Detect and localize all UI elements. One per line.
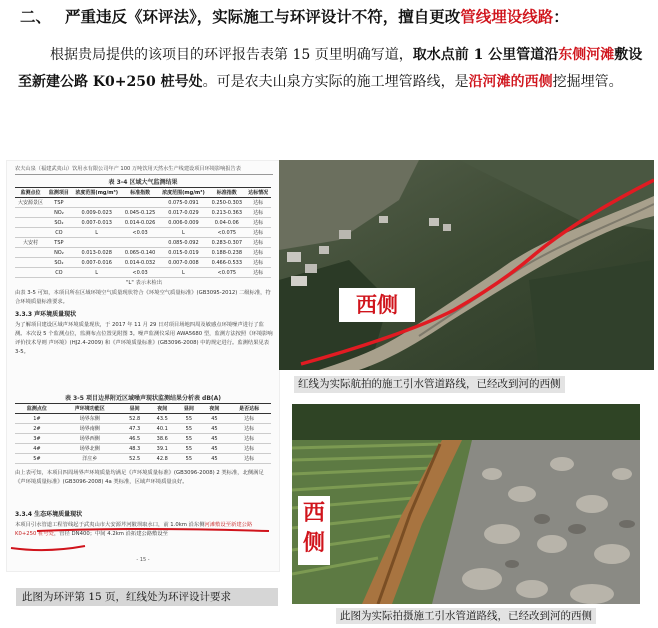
table1-cell: 大安村 bbox=[15, 238, 46, 248]
table2-cell: 洋庄乡 bbox=[59, 454, 121, 464]
table2-cell: 48.3 bbox=[121, 444, 149, 454]
table1-cell: <0.075 bbox=[208, 268, 245, 278]
heading-colon: ： bbox=[553, 7, 569, 26]
table1-cell: <0.03 bbox=[122, 268, 159, 278]
report-page-scan bbox=[6, 160, 280, 572]
report-text-4-highlight: 河滩敷设至新建公路 K0+250 桩号处 bbox=[15, 522, 253, 537]
table2-cell: 达标 bbox=[227, 414, 271, 424]
table2-header-cell: 声环境功能区 bbox=[59, 404, 121, 414]
table1-header-cell: 浓度范围(mg/m³) bbox=[159, 188, 209, 198]
para-bold-red: 东侧河滩 bbox=[558, 47, 615, 63]
table1-cell: 达标 bbox=[245, 238, 271, 248]
table1-cell: 0.045-0.125 bbox=[122, 208, 159, 218]
report-text-1: 由表 3-5 可知，本项目所在区域环境空气质量现状符合《环境空气质量标准》(GB3095-2012) 二级标准，符合环境质量标准要求。 bbox=[15, 290, 271, 305]
table1-cell: <0.03 bbox=[122, 228, 159, 238]
table2-cell: 达标 bbox=[227, 444, 271, 454]
table1-header-cell: 浓度范围(mg/m³) bbox=[72, 188, 122, 198]
table1-header-cell: 监测项目 bbox=[46, 188, 72, 198]
table2-cell: 55 bbox=[176, 434, 202, 444]
table2-cell: 55 bbox=[176, 424, 202, 434]
table1-cell: TSP bbox=[46, 198, 72, 208]
table2-cell: 45 bbox=[202, 444, 228, 454]
table2-header-cell: 夜间 bbox=[202, 404, 228, 414]
west-side-label-2-text: 西侧 bbox=[302, 501, 325, 556]
table1-cell: L bbox=[159, 268, 209, 278]
report-text-4b: ，管径 DN400；中间 4.2km 沿拓建公路敷设至 bbox=[53, 531, 168, 537]
west-side-label-1: 西侧 bbox=[339, 288, 415, 322]
table2-cell: 42.8 bbox=[148, 454, 176, 464]
table1-cell: 达标 bbox=[245, 258, 271, 268]
table1-cell: CO bbox=[46, 268, 72, 278]
report-text-4a: 本项目引水管道工程管线起于武夷山市大安源芹河陂坝取水口，前 1.0km 沿东侧 bbox=[15, 522, 205, 528]
table1-header-cell: 标准指数 bbox=[122, 188, 159, 198]
heading-highlight: 管线埋设线路 bbox=[460, 7, 554, 26]
para-bold-1: 取水点前 1 公里管道沿 bbox=[412, 47, 559, 63]
west-side-label-2 bbox=[298, 496, 330, 565]
table2-cell: 场界西侧 bbox=[59, 434, 121, 444]
table1-cell: L bbox=[159, 228, 209, 238]
table2-cell: 55 bbox=[176, 414, 202, 424]
table2-header-cell: 昼间 bbox=[176, 404, 202, 414]
table2-cell: 40.1 bbox=[148, 424, 176, 434]
para-bold-2: 敷设至新建公路 K0+250 桩号处 bbox=[18, 47, 643, 90]
table1-cell: 0.007-0.008 bbox=[159, 258, 209, 268]
table1-cell: 0.04-0.06 bbox=[208, 218, 245, 228]
section-eco: 3.3.4 生态环境质量现状 bbox=[15, 511, 83, 518]
table2-cell: 38.6 bbox=[148, 434, 176, 444]
section-noise: 3.3.3 声环境质量现状 bbox=[15, 311, 77, 318]
table1-cell: NO₂ bbox=[46, 248, 72, 258]
table1-cell: SO₂ bbox=[46, 258, 72, 268]
aerial-photo bbox=[279, 160, 654, 370]
table1-cell: 0.007-0.016 bbox=[72, 258, 122, 268]
table2-cell: 45 bbox=[202, 434, 228, 444]
table1-cell: 0.017-0.029 bbox=[159, 208, 209, 218]
table1-cell: 0.014-0.026 bbox=[122, 218, 159, 228]
table2-cell: 5# bbox=[15, 454, 59, 464]
table1-cell: 大安源景区 bbox=[15, 198, 46, 208]
table1-caption: 表 3-4 区域大气监测结果 bbox=[108, 179, 178, 186]
table2-header-cell: 是否达标 bbox=[227, 404, 271, 414]
table1-cell: 达标 bbox=[245, 248, 271, 258]
heading-text: 严重违反《环评法》，实际施工与环评设计不符，擅自更改 bbox=[65, 7, 461, 26]
table1-cell: 0.013-0.028 bbox=[72, 248, 122, 258]
table2-cell: 55 bbox=[176, 444, 202, 454]
para-end-red: 沿河滩的西侧 bbox=[468, 74, 553, 90]
table1-cell: 0.014-0.032 bbox=[122, 258, 159, 268]
section-heading bbox=[20, 6, 650, 28]
table2-cell: 39.1 bbox=[148, 444, 176, 454]
para-mid: 。可是农夫山泉方实际的施工埋管路线，是 bbox=[202, 74, 469, 90]
table1-cell: SO₂ bbox=[46, 218, 72, 228]
table1-cell: 达标 bbox=[245, 208, 271, 218]
table1-header-cell: 监测点位 bbox=[15, 188, 46, 198]
table2-cell: 45 bbox=[202, 414, 228, 424]
report-header: 农夫山泉（福建武夷山）饮用水有限公司年产 100 万吨饮用天然水生产线建设项目环境影响报告表 bbox=[15, 165, 273, 175]
table2-cell: 47.3 bbox=[121, 424, 149, 434]
table2-cell: 4# bbox=[15, 444, 59, 454]
table1-header-cell: 达标情况 bbox=[245, 188, 271, 198]
table2-cell: 1# bbox=[15, 414, 59, 424]
table2-caption: 表 3-5 项目边界附近区域噪声现状监测结果分析表 dB(A) bbox=[64, 395, 222, 402]
table1-note: "L" 表示未检出 bbox=[126, 280, 162, 286]
para-end: 挖掘埋管。 bbox=[552, 74, 623, 90]
table1-cell: 达标 bbox=[245, 228, 271, 238]
table2-cell: 52.5 bbox=[121, 454, 149, 464]
photo1-caption: 红线为实际航拍的施工引水管道路线，已经改到河的西侧 bbox=[294, 376, 565, 393]
report-text-2: 为了解项目建设区域声环境质量现状，于 2017 年 11 月 29 日对项目场地四周及敏感点环境噪声进行了监测。本次设 5 个监测点位，监测布点位置见附图 3。噪声监测仪采用 AWA5680 型，监测方法按照《环境影响评价技术导则 声环境》(HJ2.4-2009) 和《声环境质量标准》(GB3096-2008) 中的规定进行。监测结果见表 3-5。 bbox=[15, 322, 273, 355]
table1-cell: 达标 bbox=[245, 198, 271, 208]
table2-cell: 达标 bbox=[227, 424, 271, 434]
table1-cell: 0.213-0.363 bbox=[208, 208, 245, 218]
table2-cell: 2# bbox=[15, 424, 59, 434]
table2-cell: 达标 bbox=[227, 454, 271, 464]
table1-cell: <0.075 bbox=[208, 228, 245, 238]
table2-cell: 场界南侧 bbox=[59, 424, 121, 434]
body-paragraph bbox=[18, 42, 644, 96]
table2-cell: 43.5 bbox=[148, 414, 176, 424]
table1-cell: TSP bbox=[46, 238, 72, 248]
table2-header-cell: 夜间 bbox=[148, 404, 176, 414]
red-underline-annotation bbox=[7, 161, 279, 571]
table1-cell: L bbox=[72, 228, 122, 238]
table1-cell: 0.188-0.238 bbox=[208, 248, 245, 258]
table1-cell: CO bbox=[46, 228, 72, 238]
report-text-3: 由上表可知，本项目四周场界声环境质量均满足《声环境质量标准》(GB3096-2008) 2 类标准，北侧满足《声环境质量标准》(GB3096-2008) 4a 类标准，区域声环境质量良好。 bbox=[15, 470, 264, 485]
table1-cell: 0.065-0.140 bbox=[122, 248, 159, 258]
table2-cell: 场界北侧 bbox=[59, 444, 121, 454]
table2-cell: 46.5 bbox=[121, 434, 149, 444]
table2-cell: 场界东侧 bbox=[59, 414, 121, 424]
table1-cell: L bbox=[72, 268, 122, 278]
table2-header-cell: 监测点位 bbox=[15, 404, 59, 414]
table2-cell: 55 bbox=[176, 454, 202, 464]
table2-cell: 45 bbox=[202, 454, 228, 464]
table1-cell: 0.085-0.092 bbox=[159, 238, 209, 248]
table2-header-cell: 昼间 bbox=[121, 404, 149, 414]
photo2-caption: 此图为实际拍摄施工引水管道路线，已经改到河的西侧 bbox=[336, 608, 596, 624]
table1-cell: 0.283-0.307 bbox=[208, 238, 245, 248]
table1-cell: 0.250-0.303 bbox=[208, 198, 245, 208]
table1-cell: 达标 bbox=[245, 268, 271, 278]
table2-cell: 52.8 bbox=[121, 414, 149, 424]
table2-cell: 45 bbox=[202, 424, 228, 434]
table1-header-cell: 标准指数 bbox=[208, 188, 245, 198]
table2-cell: 达标 bbox=[227, 434, 271, 444]
table1-cell: 0.007-0.013 bbox=[72, 218, 122, 228]
table2-cell: 3# bbox=[15, 434, 59, 444]
table1-cell: 0.006-0.009 bbox=[159, 218, 209, 228]
table1-cell: NO₂ bbox=[46, 208, 72, 218]
left-caption: 此图为环评第 15 页，红线处为环评设计要求 bbox=[16, 588, 278, 606]
table1-cell: 0.009-0.023 bbox=[72, 208, 122, 218]
table1-cell: 达标 bbox=[245, 218, 271, 228]
para-intro: 根据贵局提供的该项目的环评报告表第 15 页里明确写道， bbox=[50, 47, 413, 63]
ground-photo bbox=[292, 404, 640, 604]
table1-cell: 0.015-0.019 bbox=[159, 248, 209, 258]
table1-cell: 0.075-0.091 bbox=[159, 198, 209, 208]
heading-number: 二、 bbox=[20, 7, 52, 26]
table1-cell: 0.466-0.533 bbox=[208, 258, 245, 268]
report-page-number: - 15 - bbox=[136, 557, 150, 563]
